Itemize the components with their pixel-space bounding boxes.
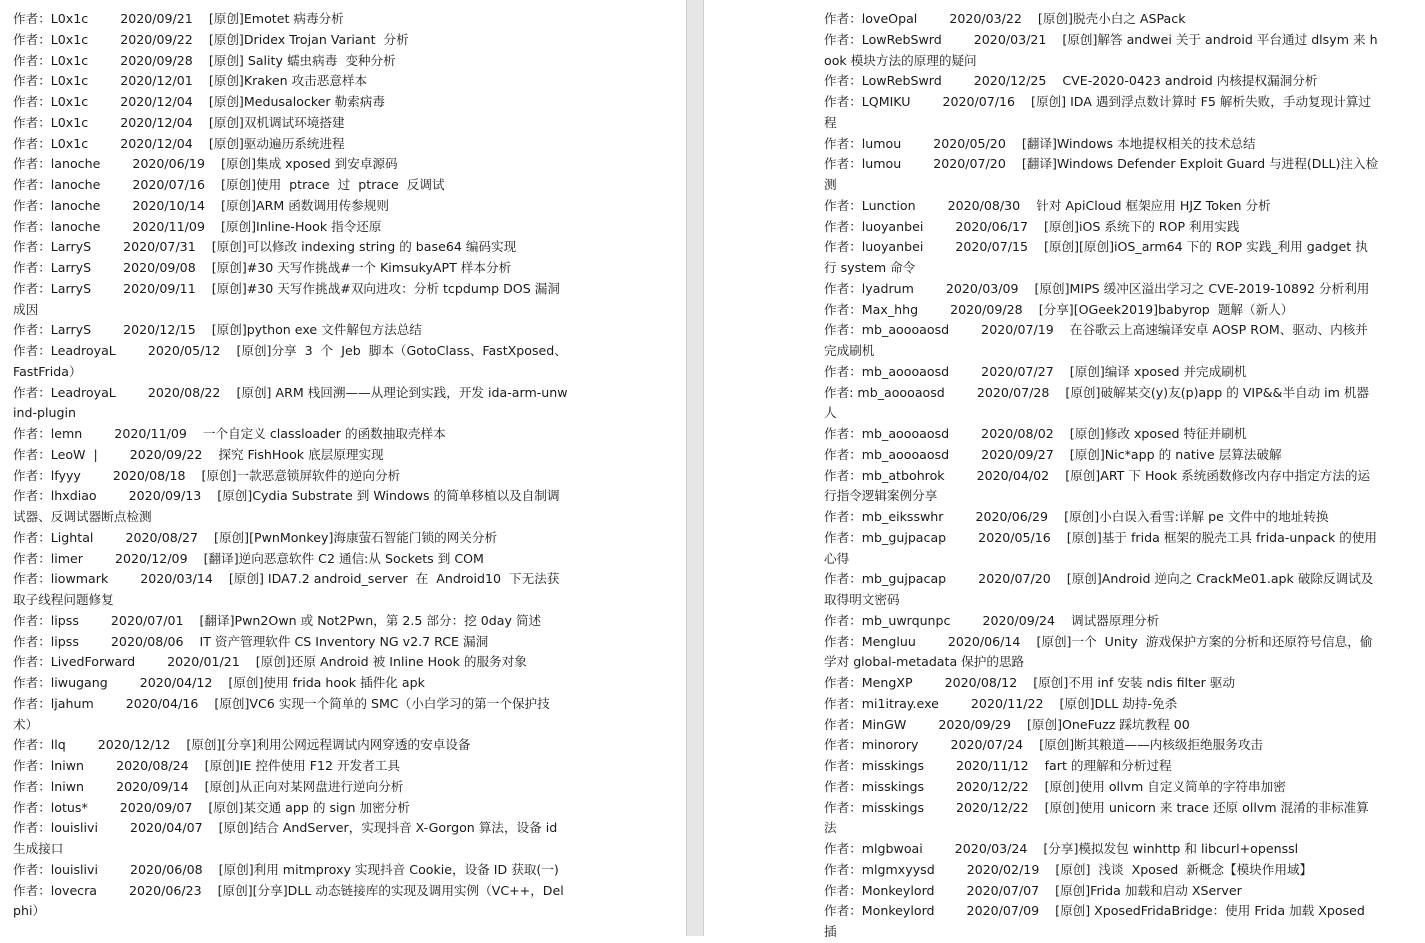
article-entry: 作者：lumou 2020/05/20 [翻译]Windows 本地提权相关的技术总结 — [824, 135, 1256, 151]
article-entry: 作者：L0x1c 2020/12/01 [原创]Kraken 攻击恶意样本 — [13, 73, 368, 89]
article-entry: 作者：lipss 2020/07/01 [翻译]Pwn2Own 或 Not2Pwn，第 2.5 部分：挖 0day 简述 — [13, 612, 542, 628]
article-entry: 作者：loveOpal 2020/03/22 [原创]脱壳小白之 ASPack — [824, 11, 1186, 26]
article-entry: 作者：lanoche 2020/07/16 [原创]使用 ptrace 过 ptrace 反调试 — [13, 177, 445, 192]
article-entry: 作者：llq 2020/12/12 [原创][分享]利用公网远程调试内网穿透的安卓设备 — [13, 737, 471, 753]
article-entry: 作者：MengXP 2020/08/12 [原创]不用 inf 安装 ndis filter 驱动 — [824, 675, 1236, 690]
article-entry: 作者：mlgmxyysd 2020/02/19 [原创] 浅谈 Xposed 新概念【模块作用域】 — [824, 861, 1313, 877]
article-entry: 作者：lanoche 2020/06/19 [原创]集成 xposed 到安卓源码 — [13, 156, 398, 172]
article-entry: 作者：lumou 2020/07/20 [翻译]Windows Defender Exploit Guard 与进程(DLL)注入检测 — [824, 156, 1379, 192]
article-entry: 作者：luoyanbei 2020/07/15 [原创][原创]iOS_arm64 下的 ROP 实践_利用 gadget 执行 system 命令 — [824, 239, 1368, 275]
article-entry: 作者：lanoche 2020/11/09 [原创]Inline-Hook 指令还原 — [13, 218, 382, 234]
article-entry: 作者：LarryS 2020/07/31 [原创]可以修改 indexing string 的 base64 编码实现 — [13, 239, 517, 255]
page-gutter — [686, 0, 704, 936]
article-entry: 作者：L0x1c 2020/09/21 [原创]Emotet 病毒分析 — [13, 11, 344, 26]
article-entry: 作者：lemn 2020/11/09 一个自定义 classloader 的函数抽取壳样本 — [13, 426, 446, 441]
article-entry: 作者：minorory 2020/07/24 [原创]断其粮道——内核级拒绝服务攻击 — [824, 737, 1264, 753]
article-entry: 作者：lfyyy 2020/08/18 [原创]一款恶意锁屏软件的逆向分析 — [13, 467, 401, 483]
article-entry: 作者：LowRebSwrd 2020/03/21 [原创]解答 andwei 关于 android 平台通过 dlsym 来 hook 模块方法的原理的疑问 — [824, 31, 1378, 68]
article-entry: 作者：Lightal 2020/08/27 [原创][PwnMonkey]海康萤石智能门锁的网关分析 — [13, 529, 498, 545]
article-entry: 作者：Monkeylord 2020/07/09 [原创] XposedFridaBridge：使用 Frida 加载 Xposed 插 — [824, 903, 1369, 939]
article-entry: 作者：mb_uwrqunpc 2020/09/24 调试器原理分析 — [824, 612, 1160, 628]
article-entry: 作者: mb_aoooaosd 2020/07/28 [原创]破解某交(y)友(p)app 的 VIP&&半自动 im 机器人 — [824, 384, 1370, 421]
article-entry: 作者：mb_gujpacap 2020/07/20 [原创]Android 逆向之 CrackMe01.apk 破除反调试及取得明文密码 — [824, 571, 1374, 607]
article-entry: 作者：mb_eiksswhr 2020/06/29 [原创]小白误入看雪:详解 pe 文件中的地址转换 — [824, 509, 1329, 524]
article-entry: 作者：lanoche 2020/10/14 [原创]ARM 函数调用传参规则 — [13, 197, 389, 213]
article-entry: 作者：LarryS 2020/09/11 [原创]#30 天写作挑战#双向进攻：分析 tcpdump DOS 漏洞成因 — [13, 280, 560, 317]
article-entry: 作者：mb_aoooaosd 2020/07/27 [原创]编译 xposed 并完成刷机 — [824, 363, 1247, 379]
article-entry: 作者：LeoW | 2020/09/22 探究 FishHook 底层原理实现 — [13, 446, 384, 462]
article-entry: 作者：liwugang 2020/04/12 [原创]使用 frida hook 插件化 apk — [13, 675, 425, 690]
article-entry: 作者：louislivi 2020/06/08 [原创]利用 mitmproxy 实现抖音 Cookie，设备 ID 获取(一) — [13, 861, 559, 877]
article-entry: 作者：luoyanbei 2020/06/17 [原创]iOS 系统下的 ROP 利用实践 — [824, 218, 1240, 234]
article-entry: 作者：LQMIKU 2020/07/16 [原创] IDA 遇到浮点数计算时 F5 解析失败，手动复现计算过程 — [824, 94, 1372, 130]
article-entry: 作者：MinGW 2020/09/29 [原创]OneFuzz 踩坑教程 00 — [824, 716, 1190, 732]
article-entry: 作者：lhxdiao 2020/09/13 [原创]Cydia Substrate 到 Windows 的简单移植以及自制调试器、反调试器断点检测 — [13, 488, 560, 524]
article-entry: 作者：Monkeylord 2020/07/07 [原创]Frida 加载和启动 XServer — [824, 882, 1242, 898]
article-entry: 作者：lotus* 2020/09/07 [原创]某交通 app 的 sign 加密分析 — [13, 799, 410, 815]
article-entry: 作者：misskings 2020/12/22 [原创]使用 unicorn 来 trace 还原 ollvm 混淆的非标准算法 — [824, 799, 1369, 836]
article-entry: 作者：mb_aoooaosd 2020/07/19 在谷歌云上高速编译安卓 AOSP ROM、驱动、内核并完成刷机 — [824, 322, 1368, 358]
article-entry: 作者：mi1itray.exe 2020/11/22 [原创]DLL 劫持-免杀 — [824, 695, 1178, 711]
article-entry: 作者：LeadroyaL 2020/05/12 [原创]分享 3 个 Jeb 脚本（GotoClass、FastXposed、FastFrida） — [13, 343, 567, 379]
right-article-list — [824, 9, 1380, 943]
article-entry: 作者：lovecra 2020/06/23 [原创][分享]DLL 动态链接库的实现及调用实例（VC++，Delphi） — [13, 882, 564, 919]
article-entry: 作者：LowRebSwrd 2020/12/25 CVE-2020-0423 android 内核提权漏洞分析 — [824, 73, 1318, 89]
article-entry: 作者：L0x1c 2020/12/04 [原创]驱动遍历系统进程 — [13, 135, 345, 151]
article-entry: 作者：limer 2020/12/09 [翻译]逆向恶意软件 C2 通信:从 Sockets 到 COM — [13, 550, 484, 566]
left-page — [0, 0, 686, 936]
article-entry: 作者：Lunction 2020/08/30 针对 ApiCloud 框架应用 HJZ Token 分析 — [824, 197, 1271, 213]
article-entry: 作者：mb_aoooaosd 2020/09/27 [原创]Nic*app 的 native 层算法破解 — [824, 446, 1282, 462]
article-entry: 作者：louislivi 2020/04/07 [原创]结合 AndServer，实现抖音 X-Gorgon 算法，设备 id 生成接口 — [13, 820, 562, 856]
article-entry: 作者：liowmark 2020/03/14 [原创] IDA7.2 android_server 在 Android10 下无法获取子线程问题修复 — [13, 571, 560, 607]
article-entry: 作者：misskings 2020/12/22 [原创]使用 ollvm 自定义简单的字符串加密 — [824, 778, 1286, 794]
right-page — [704, 0, 1425, 939]
article-entry: 作者：lniwn 2020/08/24 [原创]IE 控件使用 F12 开发者工具 — [13, 758, 400, 773]
article-entry: 作者：LarryS 2020/09/08 [原创]#30 天写作挑战#一个 KimsukyAPT 样本分析 — [13, 260, 512, 275]
article-entry: 作者：mb_atbohrok 2020/04/02 [原创]ART 下 Hook 系统函数修改内存中指定方法的运行指令逻辑案例分享 — [824, 467, 1371, 504]
article-entry: 作者：mlgbwoai 2020/03/24 [分享]模拟发包 winhttp 和 libcurl+openssl — [824, 841, 1299, 856]
article-entry: 作者：mb_aoooaosd 2020/08/02 [原创]修改 xposed 特征并刷机 — [824, 426, 1247, 441]
article-entry: 作者：mb_gujpacap 2020/05/16 [原创]基于 frida 框架的脱壳工具 frida-unpack 的使用心得 — [824, 529, 1378, 566]
article-entry: 作者：LarryS 2020/12/15 [原创]python exe 文件解包方法总结 — [13, 322, 422, 338]
article-entry: 作者：LeadroyaL 2020/08/22 [原创] ARM 栈回溯——从理论到实践，开发 ida-arm-unwind-plugin — [13, 384, 568, 421]
article-entry: 作者：L0x1c 2020/12/04 [原创]双机调试环境搭建 — [13, 114, 345, 130]
article-entry: 作者：ljahum 2020/04/16 [原创]VC6 实现一个简单的 SMC（小白学习的第一个保护技术） — [13, 695, 550, 732]
article-entry: 作者：L0x1c 2020/12/04 [原创]Medusalocker 勒索病毒 — [13, 94, 385, 109]
article-entry: 作者：L0x1c 2020/09/22 [原创]Dridex Trojan Variant 分析 — [13, 31, 409, 47]
article-entry: 作者：lyadrum 2020/03/09 [原创]MIPS 缓冲区溢出学习之 CVE-2019-10892 分析利用 — [824, 280, 1370, 296]
article-entry: 作者：lipss 2020/08/06 IT 资产管理软件 CS Inventory NG v2.7 RCE 漏洞 — [13, 633, 489, 649]
article-entry: 作者：lniwn 2020/09/14 [原创]从正向对某网盘进行逆向分析 — [13, 778, 404, 794]
left-article-list — [13, 9, 568, 922]
article-entry: 作者：Max_hhg 2020/09/28 [分享][OGeek2019]babyrop 题解（新人） — [824, 301, 1294, 317]
article-entry: 作者：Mengluu 2020/06/14 [原创]一个 Unity 游戏保护方案的分析和还原符号信息，偷学对 global-metadata 保护的思路 — [824, 633, 1373, 670]
article-entry: 作者：L0x1c 2020/09/28 [原创] Sality 蠕虫病毒 变种分析 — [13, 52, 396, 68]
article-entry: 作者：LivedForward 2020/01/21 [原创]还原 Android 被 Inline Hook 的服务对象 — [13, 654, 527, 670]
article-entry: 作者：misskings 2020/11/12 fart 的理解和分析过程 — [824, 758, 1172, 773]
